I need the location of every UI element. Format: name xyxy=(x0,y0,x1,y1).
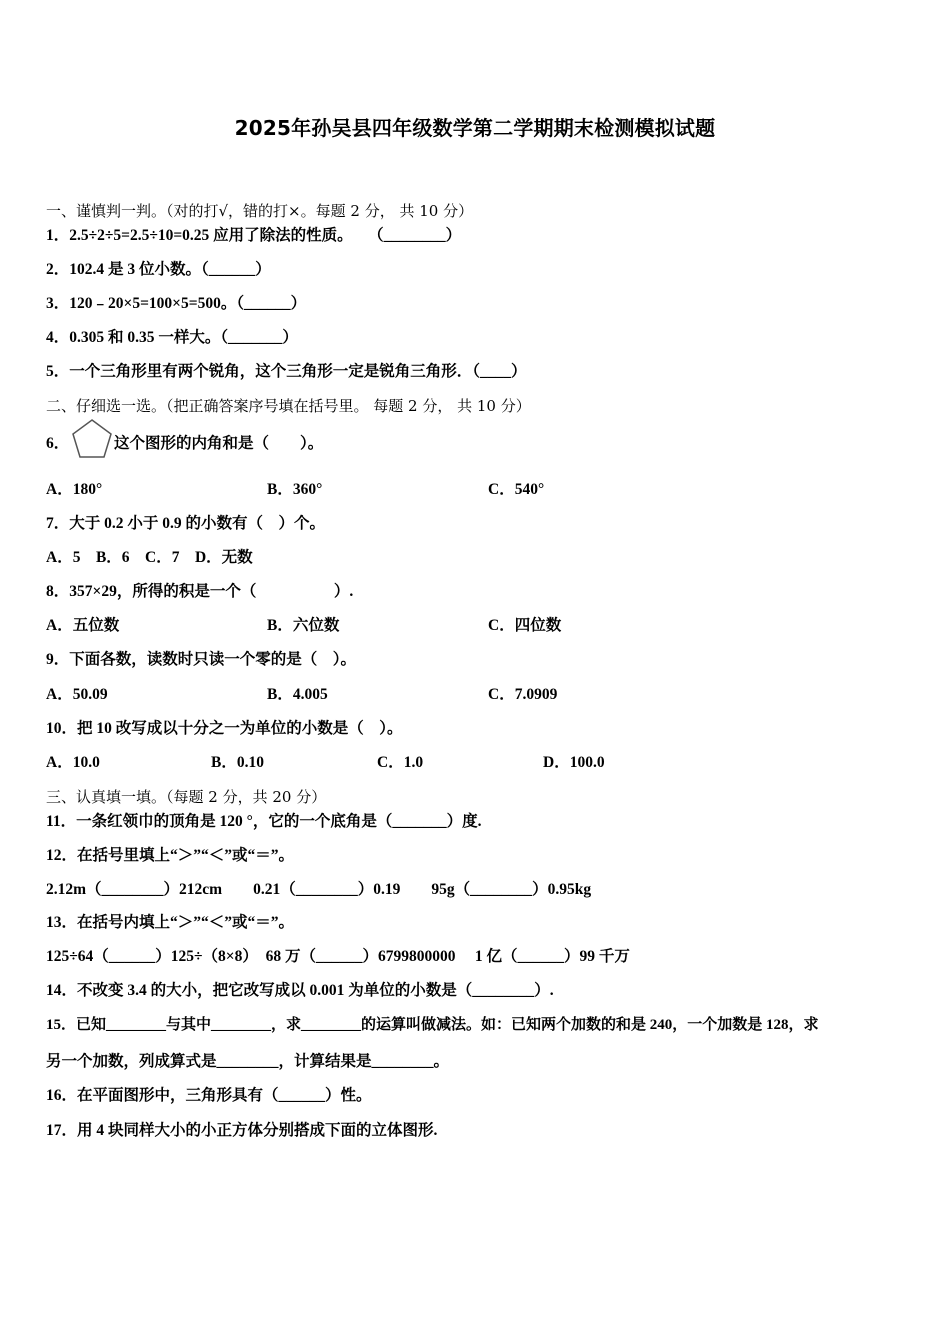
section-1-heading: 一、谨慎判一判。（对的打√，错的打×。每题 2 分， 共 10 分） xyxy=(46,202,474,220)
question-9: 9．下面各数，读数时只读一个零的是（ ）。 xyxy=(46,651,357,668)
question-5: 5．一个三角形里有两个锐角，这个三角形一定是锐角三角形．（____） xyxy=(46,363,527,380)
page-title: 2025年孙吴县四年级数学第二学期期末检测模拟试题 xyxy=(234,116,716,140)
question-1: 1．2.5÷2÷5=2.5÷10=0.25 应用了除法的性质。 （________） xyxy=(46,227,462,244)
q6-option-a: A．180° xyxy=(46,481,103,498)
question-11: 11．一条红领巾的顶角是 120 °，它的一个底角是（_______）度. xyxy=(46,813,482,830)
pentagon-figure xyxy=(70,418,114,460)
q8-option-a: A．五位数 xyxy=(46,617,120,634)
question-6-number: 6． xyxy=(46,435,70,452)
q6-option-b: B．360° xyxy=(267,481,323,498)
question-8: 8．357×29，所得的积是一个（ ）. xyxy=(46,583,354,600)
section-3-heading: 三、认真填一填。（每题 2 分，共 20 分） xyxy=(46,788,327,806)
question-3: 3．120﹣20×5=100×5=500。（______） xyxy=(46,295,307,312)
question-12-items: 2.12m（________）212cm 0.21（________）0.19 95g（________）0.95kg xyxy=(46,881,592,898)
question-6-text: 这个图形的内角和是（ ）。 xyxy=(114,435,324,452)
question-13: 13．在括号内填上“＞”“＜”或“＝”。 xyxy=(46,914,295,931)
q10-option-c: C．1.0 xyxy=(377,754,424,771)
q10-option-a: A．10.0 xyxy=(46,754,100,771)
question-13-items: 125÷64（______）125÷（8×8） 68 万（______）6799800000 1 亿（______）99 千万 xyxy=(46,948,630,965)
q10-option-b: B．0.10 xyxy=(211,754,264,771)
section-2-heading: 二、仔细选一选。（把正确答案序号填在括号里。 每题 2 分， 共 10 分） xyxy=(46,397,531,415)
question-2: 2．102.4 是 3 位小数。（______） xyxy=(46,261,271,278)
q8-option-c: C．四位数 xyxy=(488,617,562,634)
q10-option-d: D．100.0 xyxy=(543,754,605,771)
q9-option-c: C．7.0909 xyxy=(488,686,558,703)
q9-option-b: B．4.005 xyxy=(267,686,328,703)
question-7: 7．大于 0.2 小于 0.9 的小数有（ ）个。 xyxy=(46,515,326,532)
q7-options: A．5 B．6 C．7 D．无数 xyxy=(46,549,253,566)
question-4: 4．0.305 和 0.35 一样大。（_______） xyxy=(46,329,298,346)
question-16: 16．在平面图形中，三角形具有（______）性。 xyxy=(46,1087,372,1104)
q9-option-a: A．50.09 xyxy=(46,686,108,703)
q6-option-c: C．540° xyxy=(488,481,545,498)
question-10: 10．把 10 改写成以十分之一为单位的小数是（ ）。 xyxy=(46,720,403,737)
question-12: 12．在括号里填上“＞”“＜”或“＝”。 xyxy=(46,847,295,864)
question-14: 14．不改变 3.4 的大小，把它改写成以 0.001 为单位的小数是（________）. xyxy=(46,982,554,999)
question-15-line-2: 另一个加数，列成算式是________，计算结果是________。 xyxy=(46,1053,450,1070)
question-15-line-1: 15．已知________与其中________，求________的运算叫做减法。如：已知两个加数的和是 240，一个加数是 128，求 xyxy=(46,1017,819,1033)
question-17: 17．用 4 块同样大小的小正方体分别搭成下面的立体图形. xyxy=(46,1122,438,1139)
q8-option-b: B．六位数 xyxy=(267,617,340,634)
